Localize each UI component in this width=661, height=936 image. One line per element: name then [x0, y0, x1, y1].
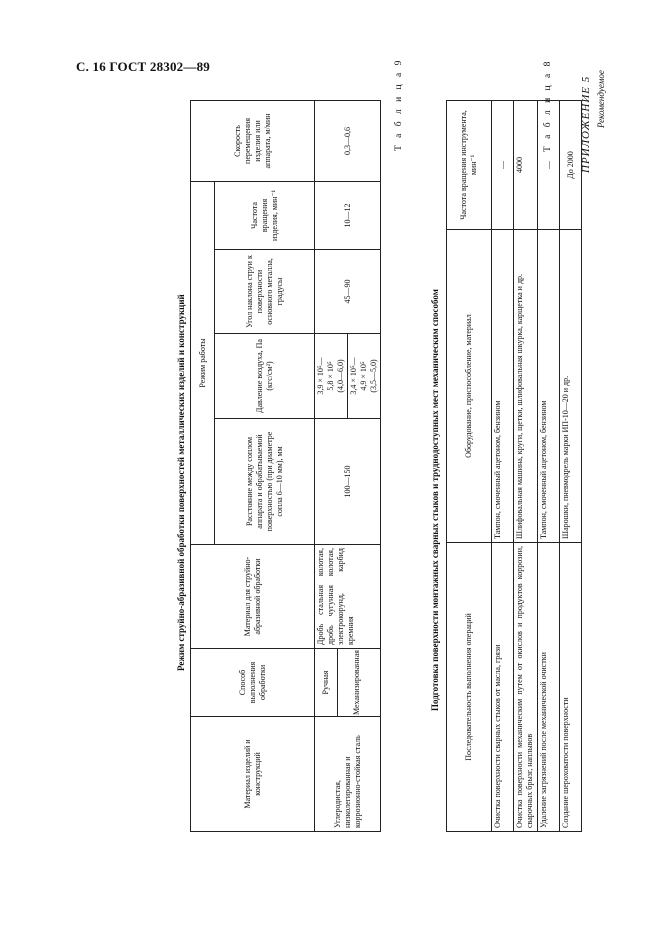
appendix-subtitle: Рекомендуемое — [596, 70, 606, 128]
t8-pressure-manual-3: (4,0—6,0) — [336, 359, 345, 393]
t8-row-rotation: 10—12 — [315, 181, 381, 249]
t8-pressure-mech-1: 3,4 × 10⁵— — [349, 357, 358, 395]
t9-eq: Шарошки, пневмодрель марки ИП-10—20 и др. — [560, 230, 582, 543]
t8-row-speed: 0,3—0,6 — [315, 100, 381, 181]
t8-row-angle: 45—90 — [315, 250, 381, 334]
t8-header-rotation: Частота вращения изделия, мин⁻¹ — [215, 181, 315, 249]
t9-freq: — — [538, 101, 560, 230]
table-row — [560, 101, 582, 832]
t8-row-abrasive: Дробь стальная колотая, дробь чугунная колотая, электрокорунд, карбид кремния — [315, 545, 381, 649]
table8-title: Режим струйно-абразивной обработки поверхностей металлических изделий и конструкций — [176, 294, 186, 671]
table8-caption: Т а б л и ц а 8 — [543, 59, 553, 152]
t8-header-abrasive: Материал для струйно-абразивной обработки — [191, 545, 315, 649]
t8-header-pressure: Давление воздуха, Па (кгс/см²) — [215, 334, 315, 419]
t9-header-equipment: Оборудование, приспособление, материал — [447, 230, 492, 543]
table8 — [190, 100, 381, 832]
table9-caption: Т а б л и ц а 9 — [394, 58, 404, 151]
table9 — [446, 100, 582, 832]
t9-op: Очистка поверхности механическим путем от окислов и продуктов коррозии, сварочных брызг, наплывов — [514, 543, 538, 832]
appendix-title: ПРИЛОЖЕНИЕ 5 — [580, 75, 592, 173]
t8-row-pressure — [315, 334, 381, 419]
t9-op: Очистка поверхности сварных стыков от масла, грязи — [492, 543, 514, 832]
t8-header-angle: Угол наклона струи к поверхности основного металла, градусы — [215, 250, 315, 334]
t8-header-mode: Режим работы — [191, 181, 215, 544]
t9-header-sequence: Последовательность выполнения операций — [447, 543, 492, 832]
t9-op: Удаление загрязнений после механической очистки — [538, 543, 560, 832]
table-row — [514, 101, 538, 832]
t8-pressure-manual-2: 5,8 × 10⁵ — [326, 361, 335, 391]
t8-row-material: Углеродистая, низколегированная и коррозионно-стойкая сталь — [315, 717, 381, 832]
t9-freq: До 2000 — [560, 101, 582, 230]
t8-header-method: Способ выполнения обработки — [191, 649, 315, 717]
t8-row-method — [315, 649, 381, 717]
t8-header-distance: Расстояние между соплом аппарата и обрабатываемой поверхностью (при диаметре сопла 6—10 мм), мм — [215, 419, 315, 545]
t8-row-distance: 100—150 — [315, 419, 381, 545]
t8-pressure-mech-2: 4,9 × 10⁵ — [359, 361, 368, 391]
table-row — [492, 101, 514, 832]
t8-pressure-mech-3: (3,5—5,0) — [369, 359, 378, 393]
t9-header-frequency: Частота вращения инструмента, мин⁻¹ — [447, 101, 492, 230]
t9-freq: 4000 — [514, 101, 538, 230]
table9-title: Подготовка поверхности монтажных сварных стыков и труднодоступных мест механическим способом — [430, 289, 440, 711]
t9-op: Создание шероховатости поверхности — [560, 543, 582, 832]
page-header: С. 16 ГОСТ 28302—89 — [76, 59, 210, 74]
t8-method-manual: Ручная — [320, 670, 330, 695]
t8-method-mech: Механизированная — [337, 649, 376, 716]
t9-freq: — — [492, 101, 514, 230]
t9-eq: Тампон, смоченный ацетоном, бензином — [492, 230, 514, 543]
t8-pressure-manual-1: 3,9 × 10⁵— — [316, 357, 325, 395]
table-row — [538, 101, 560, 832]
t9-eq: Тампон, смоченный ацетоном, бензином — [538, 230, 560, 543]
t8-header-speed: Скорость перемещения изделия или аппарата, м/мин — [191, 100, 315, 181]
t8-header-material: Материал изделий и конструкций — [191, 717, 315, 832]
t9-eq: Шлифовальная машина, круги, щетки, шлифовальная шкурка, карщетка и др. — [514, 230, 538, 543]
